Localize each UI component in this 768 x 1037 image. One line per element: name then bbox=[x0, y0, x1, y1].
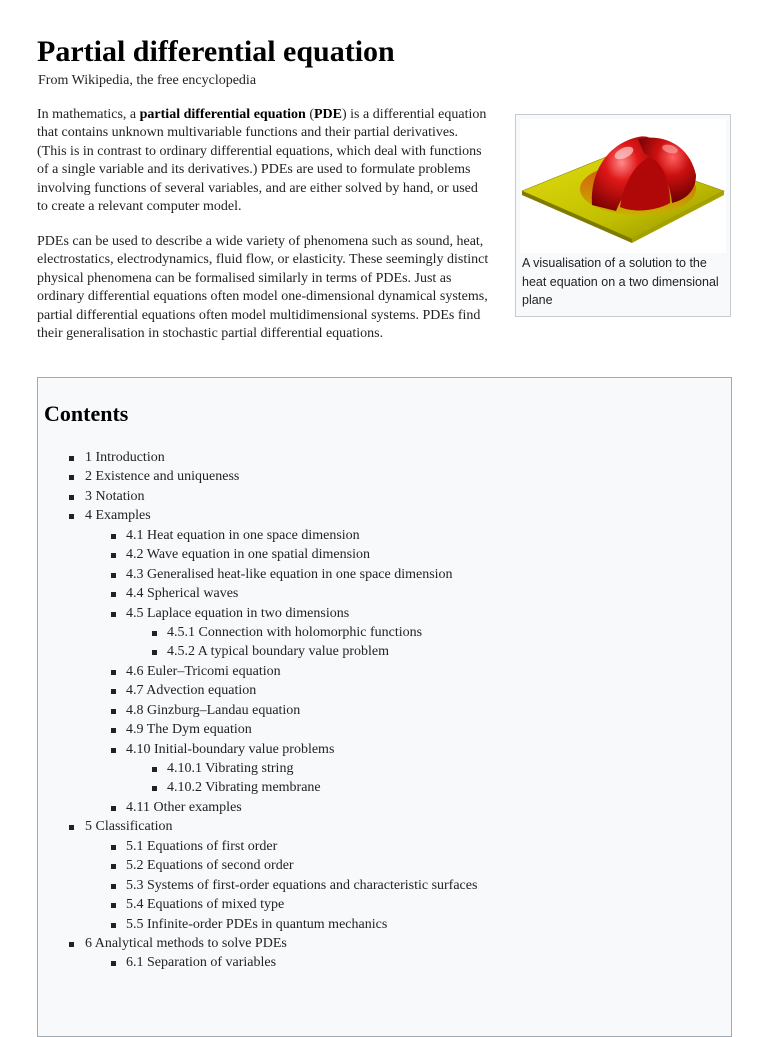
toc-item[interactable] bbox=[38, 915, 728, 934]
toc-link[interactable]: 5.5 Infinite-order PDEs in quantum mechanics bbox=[126, 916, 388, 932]
table-of-contents bbox=[37, 377, 732, 1037]
toc-link[interactable]: 4.5 Laplace equation in two dimensions bbox=[126, 605, 350, 621]
toc-item[interactable] bbox=[38, 837, 728, 856]
toc-item[interactable] bbox=[38, 623, 728, 642]
toc-link[interactable]: 5.1 Equations of first order bbox=[126, 838, 278, 854]
bullet-icon bbox=[111, 534, 116, 539]
toc-link[interactable]: 4.5.2 A typical boundary value problem bbox=[167, 644, 390, 660]
term-bold: partial differential equation bbox=[139, 107, 306, 122]
bullet-icon bbox=[111, 748, 116, 753]
toc-item[interactable] bbox=[38, 759, 728, 778]
bullet-icon bbox=[69, 456, 74, 461]
bullet-icon bbox=[152, 631, 157, 636]
bullet-icon bbox=[111, 689, 116, 694]
intro-text-before: In mathematics, a bbox=[37, 107, 140, 122]
toc-item[interactable] bbox=[38, 467, 728, 486]
toc-item[interactable] bbox=[38, 953, 728, 972]
bullet-icon bbox=[111, 961, 116, 966]
toc-link[interactable]: 5 Classification bbox=[85, 819, 173, 835]
bullet-icon bbox=[111, 670, 116, 675]
bullet-icon bbox=[152, 767, 157, 772]
toc-item[interactable] bbox=[38, 448, 728, 467]
toc-list bbox=[38, 448, 728, 973]
toc-link[interactable]: 2 Existence and uniqueness bbox=[85, 469, 240, 485]
toc-item[interactable] bbox=[38, 487, 728, 506]
toc-title: Contents bbox=[44, 401, 129, 426]
bullet-icon bbox=[152, 786, 157, 791]
toc-link[interactable]: 4.11 Other examples bbox=[126, 799, 242, 815]
heat-equation-image[interactable] bbox=[520, 119, 726, 253]
toc-item[interactable] bbox=[38, 565, 728, 584]
toc-link[interactable]: 4.8 Ginzburg–Landau equation bbox=[126, 702, 301, 718]
toc-link[interactable]: 4.10 Initial-boundary value problems bbox=[126, 741, 335, 757]
toc-link[interactable]: 6 Analytical methods to solve PDEs bbox=[85, 935, 287, 951]
toc-link[interactable]: 4 Examples bbox=[85, 508, 151, 524]
toc-link[interactable]: 1 Introduction bbox=[85, 450, 165, 465]
toc-link[interactable]: 4.7 Advection equation bbox=[126, 683, 257, 699]
intro-text-after: ) is a differential equation that contains unknown multivariable functions and their partial derivatives. (This is in contrast to ordinary differential equations, which deal with functions of a single variable and its derivatives.) PDEs are used to formulate problems involving functions of several variables, and are either solved by hand, or used to create a relevant computer model. bbox=[37, 107, 487, 215]
abbreviation-bold: PDE bbox=[314, 107, 342, 122]
page-title: Partial differential equation bbox=[37, 35, 395, 68]
intro-text-mid: ( bbox=[305, 107, 314, 122]
toc-item[interactable] bbox=[38, 778, 728, 797]
toc-link[interactable]: 4.2 Wave equation in one spatial dimension bbox=[126, 547, 370, 563]
toc-item[interactable] bbox=[38, 701, 728, 720]
toc-link[interactable]: 4.4 Spherical waves bbox=[126, 586, 239, 602]
toc-link[interactable]: 6.1 Separation of variables bbox=[126, 955, 277, 971]
toc-link[interactable]: 5.2 Equations of second order bbox=[126, 858, 294, 874]
toc-link[interactable]: 4.6 Euler–Tricomi equation bbox=[126, 663, 281, 679]
toc-link[interactable]: 5.4 Equations of mixed type bbox=[126, 897, 285, 913]
toc-item[interactable] bbox=[38, 604, 728, 623]
toc-item[interactable] bbox=[38, 740, 728, 759]
figure-caption: A visualisation of a solution to the heat equation on a two dimensional plane bbox=[522, 256, 719, 307]
bullet-icon bbox=[111, 864, 116, 869]
toc-link[interactable]: 4.5.1 Connection with holomorphic functions bbox=[167, 624, 423, 640]
bullet-icon bbox=[111, 612, 116, 617]
bullet-icon bbox=[111, 903, 116, 908]
bullet-icon bbox=[111, 573, 116, 578]
intro-paragraph bbox=[37, 106, 489, 216]
toc-item[interactable] bbox=[38, 798, 728, 817]
bullet-icon bbox=[111, 592, 116, 597]
toc-item[interactable] bbox=[38, 506, 728, 525]
toc-link[interactable]: 4.3 Generalised heat-like equation in one space dimension bbox=[126, 566, 453, 582]
toc-item[interactable] bbox=[38, 681, 728, 700]
bullet-icon bbox=[111, 709, 116, 714]
toc-link[interactable]: 4.10.1 Vibrating string bbox=[167, 761, 294, 776]
figure-image-frame[interactable] bbox=[520, 119, 726, 253]
toc-link[interactable]: 4.9 The Dym equation bbox=[126, 722, 252, 738]
second-paragraph: PDEs can be used to describe a wide variety of phenomena such as sound, heat, electrostatics, electrodynamics, fluid flow, or elasticity. These seemingly distinct physical phenomena can be formalised similarly in terms of PDEs. Just as ordinary differential equations often model one-dimensional dynamical systems, partial differential equations often model multidimensional systems. PDEs find their generalisation in stochastic partial differential equations. bbox=[37, 234, 489, 342]
toc-item[interactable] bbox=[38, 876, 728, 895]
bullet-icon bbox=[152, 650, 157, 655]
bullet-icon bbox=[69, 514, 74, 519]
bullet-icon bbox=[111, 845, 116, 850]
toc-link[interactable]: 4.10.2 Vibrating membrane bbox=[167, 780, 321, 796]
bullet-icon bbox=[111, 884, 116, 889]
toc-item[interactable] bbox=[38, 817, 728, 836]
figure-thumbnail bbox=[515, 114, 731, 317]
toc-item[interactable] bbox=[38, 720, 728, 739]
toc-item[interactable] bbox=[38, 895, 728, 914]
toc-item[interactable] bbox=[38, 526, 728, 545]
toc-item[interactable] bbox=[38, 545, 728, 564]
toc-item[interactable] bbox=[38, 584, 728, 603]
bullet-icon bbox=[111, 923, 116, 928]
toc-link[interactable]: 3 Notation bbox=[85, 488, 145, 504]
bullet-icon bbox=[69, 495, 74, 500]
site-tagline: From Wikipedia, the free encyclopedia bbox=[38, 73, 257, 88]
bullet-icon bbox=[111, 553, 116, 558]
bullet-icon bbox=[69, 825, 74, 830]
bullet-icon bbox=[69, 942, 74, 947]
toc-item[interactable] bbox=[38, 856, 728, 875]
toc-item[interactable] bbox=[38, 934, 728, 953]
toc-link[interactable]: 5.3 Systems of first-order equations and characteristic surfaces bbox=[126, 877, 478, 893]
toc-item[interactable] bbox=[38, 662, 728, 681]
bullet-icon bbox=[111, 806, 116, 811]
bullet-icon bbox=[69, 475, 74, 480]
bullet-icon bbox=[111, 728, 116, 733]
toc-item[interactable] bbox=[38, 642, 728, 661]
toc-link[interactable]: 4.1 Heat equation in one space dimension bbox=[126, 527, 360, 543]
